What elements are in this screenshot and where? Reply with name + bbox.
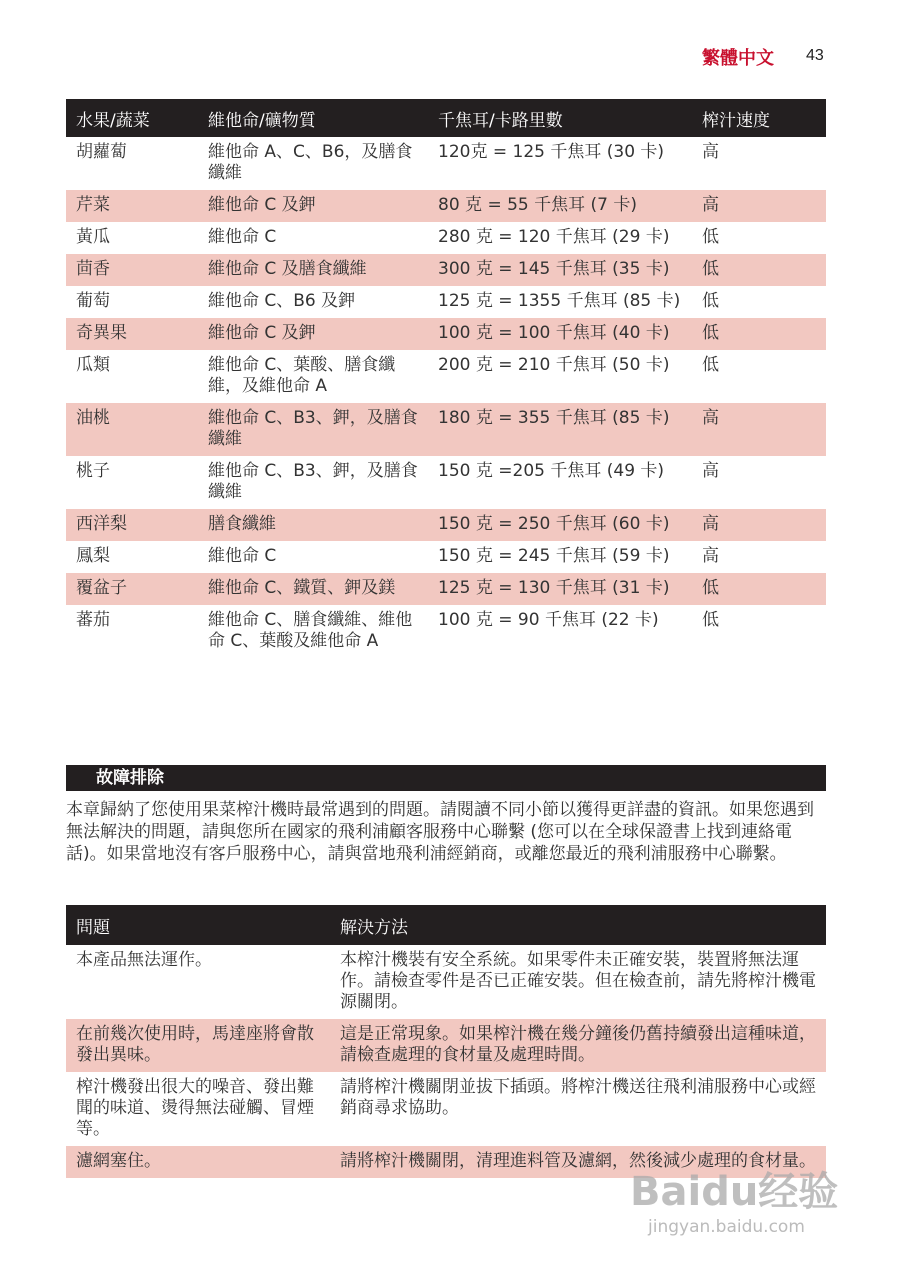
header-fruit-vegetable: 水果/蔬菜 bbox=[66, 99, 198, 137]
table-row bbox=[66, 573, 826, 605]
table-row bbox=[66, 1072, 826, 1146]
vitamins: 維他命 C、B3、鉀，及膳食纖維 bbox=[198, 403, 428, 456]
header-juicing-speed: 榨汁速度 bbox=[692, 99, 826, 137]
speed: 低 bbox=[692, 318, 826, 350]
calories: 100 克 = 100 千焦耳 (40 卡) bbox=[428, 318, 692, 350]
speed: 高 bbox=[692, 509, 826, 541]
table-row bbox=[66, 190, 826, 222]
table-row bbox=[66, 350, 826, 403]
calories: 300 克 = 145 千焦耳 (35 卡) bbox=[428, 254, 692, 286]
table-row bbox=[66, 318, 826, 350]
speed: 高 bbox=[692, 190, 826, 222]
fruit-name: 鳳梨 bbox=[76, 546, 110, 566]
header-problem: 問題 bbox=[66, 905, 330, 945]
vitamins: 維他命 C 及膳食纖維 bbox=[198, 254, 428, 286]
vitamins: 維他命 C、葉酸、膳食纖維，及維他命 A bbox=[208, 355, 396, 396]
table-row bbox=[66, 254, 826, 286]
vitamins: 維他命 A、C、B6，及膳食纖維 bbox=[208, 142, 413, 183]
header-language: 繁體中文 bbox=[702, 48, 774, 69]
solution: 請將榨汁機關閉並拔下插頭。將榨汁機送往飛利浦服務中心或經銷商尋求協助。 bbox=[340, 1077, 816, 1118]
problem: 榨汁機發出很大的噪音、發出難聞的味道、燙得無法碰觸、冒煙等。 bbox=[76, 1077, 314, 1139]
fruit-name: 瓜類 bbox=[76, 355, 110, 375]
solution: 請將榨汁機關閉，清理進料管及濾網，然後減少處理的食材量。 bbox=[330, 1146, 826, 1178]
calories: 180 克 = 355 千焦耳 (85 卡) bbox=[428, 403, 692, 456]
page-number: 43 bbox=[806, 47, 824, 64]
troubleshooting-table bbox=[66, 905, 826, 1178]
table-row bbox=[66, 137, 826, 190]
speed: 低 bbox=[692, 573, 826, 605]
solution: 這是正常現象。如果榨汁機在幾分鐘後仍舊持續發出這種味道，請檢查處理的食材量及處理時間。 bbox=[330, 1019, 826, 1072]
vitamins: 膳食纖維 bbox=[198, 509, 428, 541]
vitamins: 維他命 C bbox=[208, 546, 277, 566]
calories: 120克 = 125 千焦耳 (30 卡) bbox=[438, 142, 665, 162]
table-row bbox=[66, 286, 826, 318]
calories: 200 克 = 210 千焦耳 (50 卡) bbox=[438, 355, 670, 375]
table-row bbox=[66, 1019, 826, 1072]
fruit-name: 覆盆子 bbox=[66, 573, 198, 605]
vitamins: 維他命 C、鐵質、鉀及鎂 bbox=[198, 573, 428, 605]
vitamins: 維他命 C 及鉀 bbox=[198, 190, 428, 222]
problem: 在前幾次使用時，馬達座將會散發出異味。 bbox=[66, 1019, 330, 1072]
header-kilojoules-calories: 千焦耳/卡路里數 bbox=[428, 99, 692, 137]
intro-paragraph: 本章歸納了您使用果菜榨汁機時最常遇到的問題。請閱讀不同小節以獲得更詳盡的資訊。如果您遇到無法解決的問題，請與您所在國家的飛利浦顧客服務中心聯繫 (您可以在全球保證書上找到連絡電話)。如果當地沒有客戶服務中心，請與當地飛利浦經銷商，或離您最近的飛利浦服務中心聯繫。 bbox=[66, 800, 814, 864]
fruit-name: 西洋梨 bbox=[66, 509, 198, 541]
vitamins: 維他命 C、膳食纖維、維他命 C、葉酸及維他命 A bbox=[208, 610, 413, 651]
calories: 125 克 = 130 千焦耳 (31 卡) bbox=[428, 573, 692, 605]
speed: 高 bbox=[702, 461, 719, 481]
calories: 150 克 = 250 千焦耳 (60 卡) bbox=[428, 509, 692, 541]
calories: 150 克 =205 千焦耳 (49 卡) bbox=[438, 461, 665, 481]
solution: 本榨汁機裝有安全系統。如果零件未正確安裝，裝置將無法運作。請檢查零件是否已正確安裝。但在檢查前，請先將榨汁機電源關閉。 bbox=[340, 950, 816, 1012]
speed: 低 bbox=[702, 355, 719, 375]
fruit-name: 桃子 bbox=[76, 461, 110, 481]
fruit-name: 茴香 bbox=[66, 254, 198, 286]
vitamins: 維他命 C、B3、鉀，及膳食纖維 bbox=[208, 461, 418, 502]
nutrition-table-header bbox=[66, 99, 826, 137]
fruit-name: 油桃 bbox=[66, 403, 198, 456]
speed: 高 bbox=[702, 546, 719, 566]
speed: 低 bbox=[702, 610, 719, 630]
watermark-logo: Baidu经验 bbox=[630, 1169, 839, 1215]
speed: 低 bbox=[702, 291, 719, 311]
speed: 高 bbox=[702, 142, 719, 162]
calories: 150 克 = 245 千焦耳 (59 卡) bbox=[438, 546, 670, 566]
vitamins: 維他命 C bbox=[208, 227, 277, 247]
calories: 100 克 = 90 千焦耳 (22 卡) bbox=[438, 610, 659, 630]
header-solution: 解決方法 bbox=[330, 905, 826, 945]
watermark bbox=[630, 1160, 850, 1250]
troubleshooting-table-header bbox=[66, 905, 826, 945]
fruit-name: 蕃茄 bbox=[76, 610, 110, 630]
table-row bbox=[66, 605, 826, 658]
fruit-name: 芹菜 bbox=[66, 190, 198, 222]
watermark-url: jingyan.baidu.com bbox=[648, 1217, 805, 1237]
table-row bbox=[66, 509, 826, 541]
header-vitamins-minerals: 維他命/礦物質 bbox=[198, 99, 428, 137]
fruit-name: 黃瓜 bbox=[76, 227, 110, 247]
table-row bbox=[66, 945, 826, 1019]
calories: 280 克 = 120 千焦耳 (29 卡) bbox=[438, 227, 670, 247]
table-row bbox=[66, 222, 826, 254]
table-row bbox=[66, 541, 826, 573]
vitamins: 維他命 C 及鉀 bbox=[198, 318, 428, 350]
vitamins: 維他命 C、B6 及鉀 bbox=[208, 291, 356, 311]
speed: 高 bbox=[692, 403, 826, 456]
problem: 濾網塞住。 bbox=[66, 1146, 330, 1178]
calories: 80 克 = 55 千焦耳 (7 卡) bbox=[428, 190, 692, 222]
calories: 125 克 = 1355 千焦耳 (85 卡) bbox=[438, 291, 681, 311]
fruit-name: 奇異果 bbox=[66, 318, 198, 350]
fruit-name: 胡蘿蔔 bbox=[76, 142, 127, 162]
table-row bbox=[66, 456, 826, 509]
nutrition-table bbox=[66, 99, 826, 658]
section-title-troubleshooting: 故障排除 bbox=[66, 765, 826, 791]
fruit-name: 葡萄 bbox=[76, 291, 110, 311]
speed: 低 bbox=[692, 254, 826, 286]
speed: 低 bbox=[702, 227, 719, 247]
table-row bbox=[66, 403, 826, 456]
problem: 本產品無法運作。 bbox=[76, 950, 212, 970]
